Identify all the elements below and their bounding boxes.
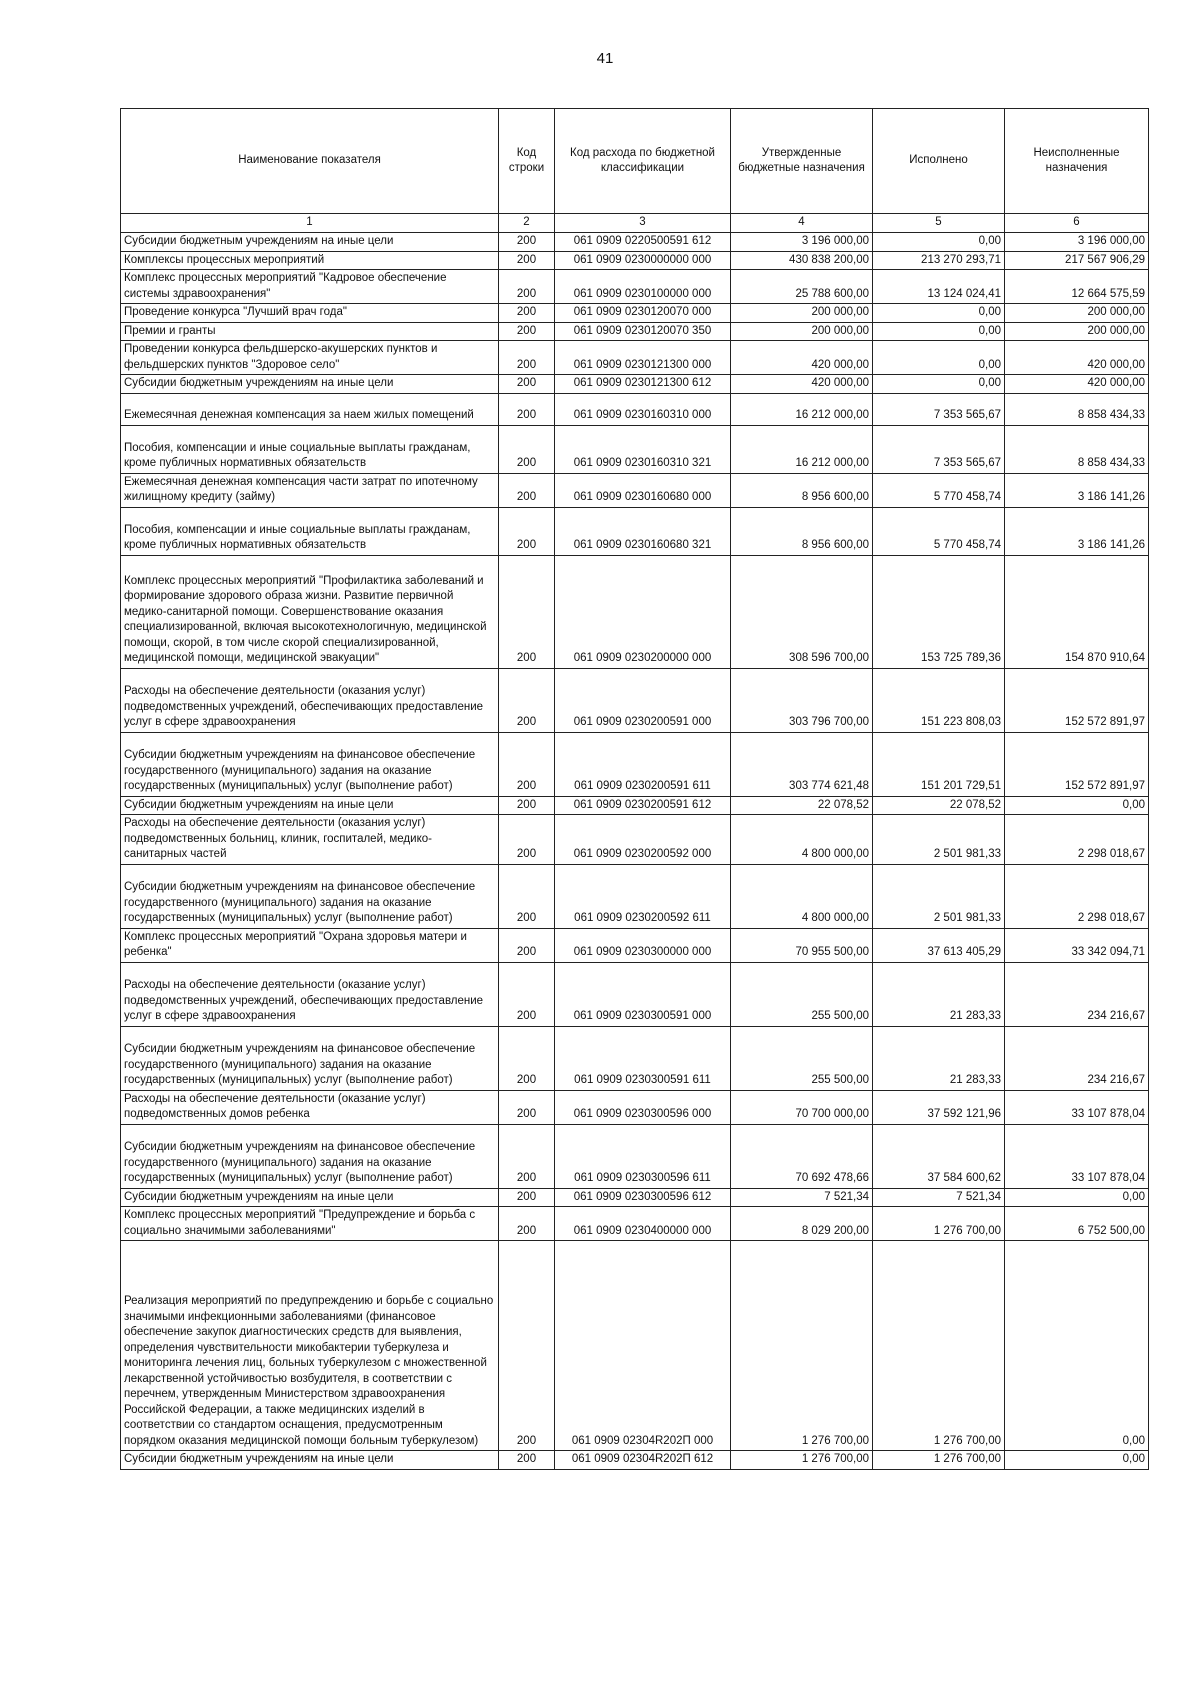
row-code-cell: 200 bbox=[499, 864, 555, 928]
table-row bbox=[121, 1207, 1149, 1241]
table-row bbox=[121, 668, 1149, 732]
executed-amount-cell: 0,00 bbox=[873, 233, 1005, 252]
row-code-cell: 200 bbox=[499, 473, 555, 507]
executed-amount-cell: 151 223 808,03 bbox=[873, 668, 1005, 732]
classification-code-cell: 061 0909 0230400000 000 bbox=[555, 1207, 731, 1241]
row-code-cell: 200 bbox=[499, 1026, 555, 1090]
classification-code-cell: 061 0909 02304R202П 612 bbox=[555, 1451, 731, 1470]
classification-code-cell: 061 0909 0230200591 000 bbox=[555, 668, 731, 732]
approved-amount-cell: 8 956 600,00 bbox=[731, 507, 873, 555]
approved-amount-cell: 200 000,00 bbox=[731, 322, 873, 341]
indicator-name-cell: Субсидии бюджетным учреждениям на финансовое обеспечение государственного (муниципального) задания на оказание государственных (муниципальных) услуг (выполнение работ) bbox=[121, 732, 499, 796]
row-code-cell: 200 bbox=[499, 1451, 555, 1470]
table-row bbox=[121, 375, 1149, 394]
table-row bbox=[121, 393, 1149, 425]
executed-amount-cell: 21 283,33 bbox=[873, 1026, 1005, 1090]
unexecuted-amount-cell: 33 342 094,71 bbox=[1005, 928, 1149, 962]
row-code-cell: 200 bbox=[499, 304, 555, 323]
unexecuted-amount-cell: 6 752 500,00 bbox=[1005, 1207, 1149, 1241]
row-code-cell: 200 bbox=[499, 928, 555, 962]
row-code-cell: 200 bbox=[499, 251, 555, 270]
unexecuted-amount-cell: 234 216,67 bbox=[1005, 1026, 1149, 1090]
budget-execution-table bbox=[120, 108, 1149, 1470]
indicator-name-cell: Комплекс процессных мероприятий "Предупреждение и борьба с социально значимыми заболеваниями" bbox=[121, 1207, 499, 1241]
executed-amount-cell: 1 276 700,00 bbox=[873, 1241, 1005, 1451]
classification-code-cell: 061 0909 02304R202П 000 bbox=[555, 1241, 731, 1451]
indicator-name-cell: Комплекс процессных мероприятий "Охрана здоровья матери и ребенка" bbox=[121, 928, 499, 962]
unexecuted-amount-cell: 420 000,00 bbox=[1005, 341, 1149, 375]
indicator-name-cell: Проведении конкурса фельдшерско-акушерских пунктов и фельдшерских пунктов "Здоровое село" bbox=[121, 341, 499, 375]
unexecuted-amount-cell: 8 858 434,33 bbox=[1005, 393, 1149, 425]
column-number: 2 bbox=[499, 214, 555, 233]
unexecuted-amount-cell: 33 107 878,04 bbox=[1005, 1124, 1149, 1188]
executed-amount-cell: 13 124 024,41 bbox=[873, 270, 1005, 304]
row-code-cell: 200 bbox=[499, 375, 555, 394]
indicator-name-cell: Ежемесячная денежная компенсация за наем жилых помещений bbox=[121, 393, 499, 425]
unexecuted-amount-cell: 2 298 018,67 bbox=[1005, 815, 1149, 865]
unexecuted-amount-cell: 0,00 bbox=[1005, 1241, 1149, 1451]
header-unexecuted: Неисполненные назначения bbox=[1005, 109, 1149, 214]
column-number: 3 bbox=[555, 214, 731, 233]
row-code-cell: 200 bbox=[499, 425, 555, 473]
row-code-cell: 200 bbox=[499, 322, 555, 341]
unexecuted-amount-cell: 234 216,67 bbox=[1005, 962, 1149, 1026]
table-row bbox=[121, 1241, 1149, 1451]
table-header-row bbox=[121, 109, 1149, 214]
approved-amount-cell: 16 212 000,00 bbox=[731, 425, 873, 473]
executed-amount-cell: 7 521,34 bbox=[873, 1188, 1005, 1207]
indicator-name-cell: Расходы на обеспечение деятельности (оказания услуг) подведомственных учреждений, обеспечивающих предоставление услуг в сфере здравоохранения bbox=[121, 668, 499, 732]
unexecuted-amount-cell: 200 000,00 bbox=[1005, 322, 1149, 341]
row-code-cell: 200 bbox=[499, 1124, 555, 1188]
classification-code-cell: 061 0909 0230000000 000 bbox=[555, 251, 731, 270]
approved-amount-cell: 22 078,52 bbox=[731, 796, 873, 815]
indicator-name-cell: Субсидии бюджетным учреждениям на иные цели bbox=[121, 1451, 499, 1470]
table-row bbox=[121, 815, 1149, 865]
indicator-name-cell: Комплексы процессных мероприятий bbox=[121, 251, 499, 270]
table-row bbox=[121, 864, 1149, 928]
header-executed: Исполнено bbox=[873, 109, 1005, 214]
indicator-name-cell: Субсидии бюджетным учреждениям на иные цели bbox=[121, 1188, 499, 1207]
unexecuted-amount-cell: 217 567 906,29 bbox=[1005, 251, 1149, 270]
unexecuted-amount-cell: 3 196 000,00 bbox=[1005, 233, 1149, 252]
executed-amount-cell: 21 283,33 bbox=[873, 962, 1005, 1026]
approved-amount-cell: 303 774 621,48 bbox=[731, 732, 873, 796]
executed-amount-cell: 0,00 bbox=[873, 322, 1005, 341]
approved-amount-cell: 308 596 700,00 bbox=[731, 555, 873, 668]
classification-code-cell: 061 0909 0230200591 612 bbox=[555, 796, 731, 815]
classification-code-cell: 061 0909 0230160680 321 bbox=[555, 507, 731, 555]
table-row bbox=[121, 507, 1149, 555]
row-code-cell: 200 bbox=[499, 796, 555, 815]
executed-amount-cell: 5 770 458,74 bbox=[873, 473, 1005, 507]
approved-amount-cell: 255 500,00 bbox=[731, 962, 873, 1026]
indicator-name-cell: Субсидии бюджетным учреждениям на финансовое обеспечение государственного (муниципального) задания на оказание государственных (муниципальных) услуг (выполнение работ) bbox=[121, 1124, 499, 1188]
executed-amount-cell: 37 584 600,62 bbox=[873, 1124, 1005, 1188]
table-row bbox=[121, 233, 1149, 252]
unexecuted-amount-cell: 152 572 891,97 bbox=[1005, 668, 1149, 732]
approved-amount-cell: 3 196 000,00 bbox=[731, 233, 873, 252]
table-row bbox=[121, 425, 1149, 473]
table-row bbox=[121, 1026, 1149, 1090]
approved-amount-cell: 420 000,00 bbox=[731, 375, 873, 394]
unexecuted-amount-cell: 0,00 bbox=[1005, 1451, 1149, 1470]
indicator-name-cell: Субсидии бюджетным учреждениям на иные цели bbox=[121, 796, 499, 815]
approved-amount-cell: 25 788 600,00 bbox=[731, 270, 873, 304]
row-code-cell: 200 bbox=[499, 341, 555, 375]
column-number: 5 bbox=[873, 214, 1005, 233]
row-code-cell: 200 bbox=[499, 555, 555, 668]
classification-code-cell: 061 0909 0230160310 000 bbox=[555, 393, 731, 425]
classification-code-cell: 061 0909 0230300596 612 bbox=[555, 1188, 731, 1207]
classification-code-cell: 061 0909 0230121300 000 bbox=[555, 341, 731, 375]
table-row bbox=[121, 304, 1149, 323]
indicator-name-cell: Расходы на обеспечение деятельности (оказание услуг) подведомственных домов ребенка bbox=[121, 1090, 499, 1124]
table-row bbox=[121, 341, 1149, 375]
classification-code-cell: 061 0909 0230100000 000 bbox=[555, 270, 731, 304]
header-row-code: Код строки bbox=[499, 109, 555, 214]
indicator-name-cell: Комплекс процессных мероприятий "Профилактика заболеваний и формирование здорового образа жизни. Развитие первичной медико-санитарной помощи. Совершенствование оказания специализированной, включая высокотехнологичную, медицинской помощи, скорой, в том числе скорой специализированной, медицинской помощи, медицинской эвакуации" bbox=[121, 555, 499, 668]
executed-amount-cell: 37 613 405,29 bbox=[873, 928, 1005, 962]
row-code-cell: 200 bbox=[499, 1188, 555, 1207]
table-row bbox=[121, 1451, 1149, 1470]
column-number: 6 bbox=[1005, 214, 1149, 233]
row-code-cell: 200 bbox=[499, 233, 555, 252]
executed-amount-cell: 153 725 789,36 bbox=[873, 555, 1005, 668]
indicator-name-cell: Субсидии бюджетным учреждениям на иные цели bbox=[121, 375, 499, 394]
approved-amount-cell: 7 521,34 bbox=[731, 1188, 873, 1207]
header-approved: Утвержденные бюджетные назначения bbox=[731, 109, 873, 214]
row-code-cell: 200 bbox=[499, 962, 555, 1026]
indicator-name-cell: Ежемесячная денежная компенсация части затрат по ипотечному жилищному кредиту (займу) bbox=[121, 473, 499, 507]
unexecuted-amount-cell: 420 000,00 bbox=[1005, 375, 1149, 394]
unexecuted-amount-cell: 200 000,00 bbox=[1005, 304, 1149, 323]
approved-amount-cell: 303 796 700,00 bbox=[731, 668, 873, 732]
indicator-name-cell: Субсидии бюджетным учреждениям на финансовое обеспечение государственного (муниципального) задания на оказание государственных (муниципальных) услуг (выполнение работ) bbox=[121, 1026, 499, 1090]
approved-amount-cell: 200 000,00 bbox=[731, 304, 873, 323]
classification-code-cell: 061 0909 0230160310 321 bbox=[555, 425, 731, 473]
indicator-name-cell: Премии и гранты bbox=[121, 322, 499, 341]
table-row bbox=[121, 796, 1149, 815]
approved-amount-cell: 16 212 000,00 bbox=[731, 393, 873, 425]
table-row bbox=[121, 322, 1149, 341]
classification-code-cell: 061 0909 0230300596 611 bbox=[555, 1124, 731, 1188]
table-row bbox=[121, 962, 1149, 1026]
executed-amount-cell: 7 353 565,67 bbox=[873, 393, 1005, 425]
page-number: 41 bbox=[596, 50, 614, 67]
indicator-name-cell: Пособия, компенсации и иные социальные выплаты гражданам, кроме публичных нормативных обязательств bbox=[121, 425, 499, 473]
column-number-row bbox=[121, 214, 1149, 233]
classification-code-cell: 061 0909 0230200591 611 bbox=[555, 732, 731, 796]
executed-amount-cell: 1 276 700,00 bbox=[873, 1207, 1005, 1241]
classification-code-cell: 061 0909 0230200000 000 bbox=[555, 555, 731, 668]
approved-amount-cell: 70 955 500,00 bbox=[731, 928, 873, 962]
executed-amount-cell: 0,00 bbox=[873, 341, 1005, 375]
unexecuted-amount-cell: 152 572 891,97 bbox=[1005, 732, 1149, 796]
unexecuted-amount-cell: 3 186 141,26 bbox=[1005, 507, 1149, 555]
row-code-cell: 200 bbox=[499, 270, 555, 304]
table-row bbox=[121, 1188, 1149, 1207]
indicator-name-cell: Субсидии бюджетным учреждениям на иные цели bbox=[121, 233, 499, 252]
classification-code-cell: 061 0909 0230300591 000 bbox=[555, 962, 731, 1026]
row-code-cell: 200 bbox=[499, 507, 555, 555]
unexecuted-amount-cell: 2 298 018,67 bbox=[1005, 864, 1149, 928]
classification-code-cell: 061 0909 0230160680 000 bbox=[555, 473, 731, 507]
table-row bbox=[121, 251, 1149, 270]
executed-amount-cell: 5 770 458,74 bbox=[873, 507, 1005, 555]
classification-code-cell: 061 0909 0230200592 000 bbox=[555, 815, 731, 865]
unexecuted-amount-cell: 8 858 434,33 bbox=[1005, 425, 1149, 473]
column-number: 1 bbox=[121, 214, 499, 233]
executed-amount-cell: 0,00 bbox=[873, 304, 1005, 323]
unexecuted-amount-cell: 12 664 575,59 bbox=[1005, 270, 1149, 304]
row-code-cell: 200 bbox=[499, 732, 555, 796]
table-row bbox=[121, 1090, 1149, 1124]
approved-amount-cell: 70 700 000,00 bbox=[731, 1090, 873, 1124]
unexecuted-amount-cell: 3 186 141,26 bbox=[1005, 473, 1149, 507]
column-number: 4 bbox=[731, 214, 873, 233]
executed-amount-cell: 2 501 981,33 bbox=[873, 815, 1005, 865]
unexecuted-amount-cell: 154 870 910,64 bbox=[1005, 555, 1149, 668]
approved-amount-cell: 4 800 000,00 bbox=[731, 815, 873, 865]
classification-code-cell: 061 0909 0220500591 612 bbox=[555, 233, 731, 252]
classification-code-cell: 061 0909 0230200592 611 bbox=[555, 864, 731, 928]
indicator-name-cell: Расходы на обеспечение деятельности (оказание услуг) подведомственных учреждений, обеспечивающих предоставление услуг в сфере здравоохранения bbox=[121, 962, 499, 1026]
row-code-cell: 200 bbox=[499, 393, 555, 425]
approved-amount-cell: 8 029 200,00 bbox=[731, 1207, 873, 1241]
table-row bbox=[121, 928, 1149, 962]
approved-amount-cell: 430 838 200,00 bbox=[731, 251, 873, 270]
header-indicator-name: Наименование показателя bbox=[121, 109, 499, 214]
unexecuted-amount-cell: 0,00 bbox=[1005, 796, 1149, 815]
indicator-name-cell: Субсидии бюджетным учреждениям на финансовое обеспечение государственного (муниципального) задания на оказание государственных (муниципальных) услуг (выполнение работ) bbox=[121, 864, 499, 928]
executed-amount-cell: 1 276 700,00 bbox=[873, 1451, 1005, 1470]
unexecuted-amount-cell: 0,00 bbox=[1005, 1188, 1149, 1207]
executed-amount-cell: 0,00 bbox=[873, 375, 1005, 394]
approved-amount-cell: 1 276 700,00 bbox=[731, 1451, 873, 1470]
approved-amount-cell: 255 500,00 bbox=[731, 1026, 873, 1090]
unexecuted-amount-cell: 33 107 878,04 bbox=[1005, 1090, 1149, 1124]
indicator-name-cell: Расходы на обеспечение деятельности (оказания услуг) подведомственных больниц, клиник, госпиталей, медико-санитарных частей bbox=[121, 815, 499, 865]
approved-amount-cell: 4 800 000,00 bbox=[731, 864, 873, 928]
executed-amount-cell: 37 592 121,96 bbox=[873, 1090, 1005, 1124]
row-code-cell: 200 bbox=[499, 815, 555, 865]
table-row bbox=[121, 732, 1149, 796]
executed-amount-cell: 22 078,52 bbox=[873, 796, 1005, 815]
row-code-cell: 200 bbox=[499, 1241, 555, 1451]
approved-amount-cell: 8 956 600,00 bbox=[731, 473, 873, 507]
classification-code-cell: 061 0909 0230300591 611 bbox=[555, 1026, 731, 1090]
row-code-cell: 200 bbox=[499, 1207, 555, 1241]
indicator-name-cell: Проведение конкурса "Лучший врач года" bbox=[121, 304, 499, 323]
table-row bbox=[121, 473, 1149, 507]
approved-amount-cell: 1 276 700,00 bbox=[731, 1241, 873, 1451]
table-row bbox=[121, 1124, 1149, 1188]
indicator-name-cell: Комплекс процессных мероприятий "Кадровое обеспечение системы здравоохранения" bbox=[121, 270, 499, 304]
classification-code-cell: 061 0909 0230300596 000 bbox=[555, 1090, 731, 1124]
executed-amount-cell: 2 501 981,33 bbox=[873, 864, 1005, 928]
table-body bbox=[121, 233, 1149, 1470]
indicator-name-cell: Пособия, компенсации и иные социальные выплаты гражданам, кроме публичных нормативных обязательств bbox=[121, 507, 499, 555]
executed-amount-cell: 213 270 293,71 bbox=[873, 251, 1005, 270]
executed-amount-cell: 7 353 565,67 bbox=[873, 425, 1005, 473]
indicator-name-cell: Реализация мероприятий по предупреждению и борьбе с социально значимыми инфекционными заболеваниями (финансовое обеспечение закупок диагностических средств для выявления, определения чувствительности микобактерии туберкулеза и мониторинга лечения лиц, больных туберкулезом с множественной лекарственной устойчивостью возбудителя, в соответствии с перечнем, утвержденным Министерством здравоохранения Российской Федерации, а также медицинских изделий в соответствии со стандартом оснащения, предусмотренным порядком оказания медицинской помощи больным туберкулезом) bbox=[121, 1241, 499, 1451]
approved-amount-cell: 70 692 478,66 bbox=[731, 1124, 873, 1188]
row-code-cell: 200 bbox=[499, 1090, 555, 1124]
table-row bbox=[121, 270, 1149, 304]
header-classification-code: Код расхода по бюджетной классификации bbox=[555, 109, 731, 214]
approved-amount-cell: 420 000,00 bbox=[731, 341, 873, 375]
classification-code-cell: 061 0909 0230120070 000 bbox=[555, 304, 731, 323]
executed-amount-cell: 151 201 729,51 bbox=[873, 732, 1005, 796]
classification-code-cell: 061 0909 0230300000 000 bbox=[555, 928, 731, 962]
classification-code-cell: 061 0909 0230120070 350 bbox=[555, 322, 731, 341]
row-code-cell: 200 bbox=[499, 668, 555, 732]
classification-code-cell: 061 0909 0230121300 612 bbox=[555, 375, 731, 394]
table-row bbox=[121, 555, 1149, 668]
